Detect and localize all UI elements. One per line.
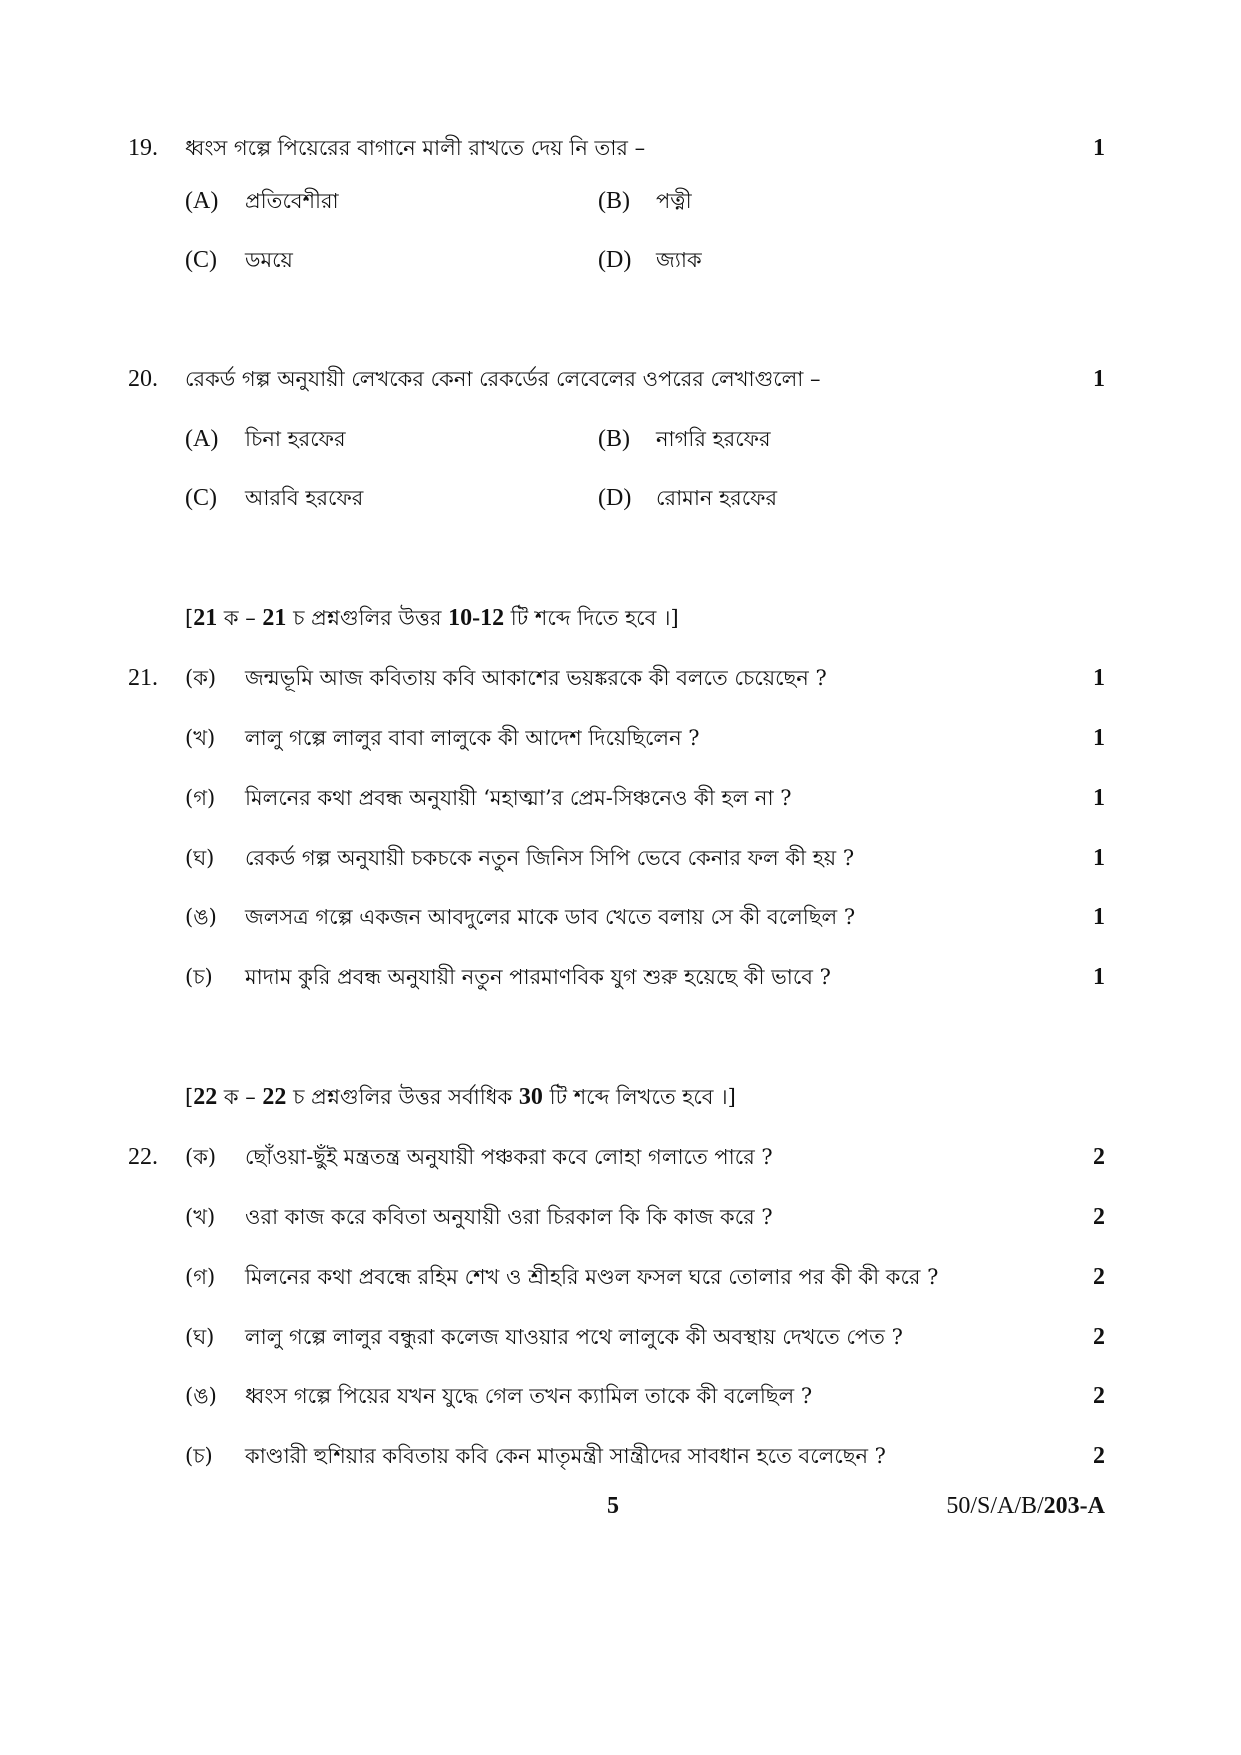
- option-label: (C): [185, 247, 217, 273]
- option-text: আরবি হরফের: [245, 486, 364, 510]
- question-number: 20.: [128, 366, 158, 392]
- marks: 1: [1093, 785, 1105, 811]
- sub-question-text: লালু গল্পে লালুর বাবা লালুকে কী আদেশ দিয়েছিলেন ?: [245, 726, 700, 750]
- marks: 2: [1093, 1204, 1105, 1230]
- option-label: (B): [598, 188, 630, 214]
- marks: 2: [1093, 1324, 1105, 1350]
- question-21-a: [0, 658, 1241, 698]
- sub-question-text: ছোঁওয়া-ছুঁই মন্ত্রতন্ত্র অনুযায়ী পঞ্চকরা কবে লোহা গলাতে পারে ?: [245, 1145, 773, 1169]
- sub-question-label: (চ): [185, 965, 213, 989]
- question-22-a: [0, 1137, 1241, 1177]
- sub-question-text: মিলনের কথা প্রবন্ধ অনুযায়ী ‘মহাত্মা’র প্রেম-সিঞ্চনেও কী হল না ?: [245, 786, 792, 810]
- sub-question-text: মিলনের কথা প্রবন্ধে রহিম শেখ ও শ্রীহরি মণ্ডল ফসল ঘরে তোলার পর কী কী করে ?: [245, 1265, 939, 1289]
- question-21-c: [0, 778, 1241, 818]
- question-text: ধ্বংস গল্পে পিয়েরের বাগানে মালী রাখতে দেয় নি তার –: [185, 136, 646, 160]
- question-22-c: [0, 1257, 1241, 1297]
- question-21-e: [0, 897, 1241, 937]
- question-text: রেকর্ড গল্প অনুযায়ী লেখকের কেনা রেকর্ডের লেবেলের ওপরের লেখাগুলো –: [185, 367, 821, 391]
- sub-question-text: লালু গল্পে লালুর বন্ধুরা কলেজ যাওয়ার পথে লালুকে কী অবস্থায় দেখতে পেত ?: [245, 1325, 903, 1349]
- marks: 2: [1093, 1443, 1105, 1469]
- page-number: 5: [607, 1493, 619, 1519]
- instruction-22: [22 ক – 22 চ প্রশ্নগুলির উত্তর সর্বাধিক 30 টি শব্দে লিখতে হবে ।]: [185, 1084, 736, 1110]
- sub-question-label: (ঙ): [185, 1384, 217, 1408]
- instruction-21: [21 ক – 21 চ প্রশ্নগুলির উত্তর 10-12 টি শব্দে দিতে হবে ।]: [185, 605, 679, 631]
- option-text: জ্যাক: [656, 248, 702, 272]
- options-row: [0, 240, 1241, 280]
- question-22-b: [0, 1197, 1241, 1237]
- option-text: রোমান হরফের: [656, 486, 778, 510]
- question-number: 21.: [128, 665, 158, 691]
- marks: 1: [1093, 135, 1105, 161]
- question-21-f: [0, 957, 1241, 997]
- question-20: [0, 359, 1241, 399]
- marks: 1: [1093, 845, 1105, 871]
- option-text: ডময়ে: [245, 248, 293, 272]
- marks: 1: [1093, 366, 1105, 392]
- sub-question-text: রেকর্ড গল্প অনুযায়ী চকচকে নতুন জিনিস সিপি ভেবে কেনার ফল কী হয় ?: [245, 846, 855, 870]
- sub-question-label: (ঘ): [185, 1325, 215, 1349]
- sub-question-text: জলসত্র গল্পে একজন আবদুলের মাকে ডাব খেতে বলায় সে কী বলেছিল ?: [245, 905, 856, 929]
- sub-question-text: ওরা কাজ করে কবিতা অনুযায়ী ওরা চিরকাল কি কি কাজ করে ?: [245, 1205, 773, 1229]
- option-text: প্রতিবেশীরা: [245, 189, 339, 213]
- sub-question-label: (চ): [185, 1444, 213, 1468]
- sub-question-label: (গ): [185, 786, 216, 810]
- option-label: (D): [598, 247, 632, 273]
- sub-question-text: মাদাম কুরি প্রবন্ধ অনুযায়ী নতুন পারমাণবিক যুগ শুরু হয়েছে কী ভাবে ?: [245, 965, 831, 989]
- paper-code: 50/S/A/B/203-A: [946, 1493, 1105, 1519]
- marks: 2: [1093, 1383, 1105, 1409]
- options-row: [0, 478, 1241, 518]
- option-text: পত্নী: [656, 189, 692, 213]
- sub-question-text: জন্মভূমি আজ কবিতায় কবি আকাশের ভয়ঙ্করকে কী বলতে চেয়েছেন ?: [245, 666, 827, 690]
- option-label: (D): [598, 485, 632, 511]
- question-22-d: [0, 1317, 1241, 1357]
- question-22-e: [0, 1376, 1241, 1416]
- marks: 2: [1093, 1144, 1105, 1170]
- question-22-f: [0, 1436, 1241, 1476]
- sub-question-label: (ক): [185, 1145, 217, 1169]
- sub-question-label: (খ): [185, 1205, 216, 1229]
- question-19: [0, 128, 1241, 168]
- sub-question-label: (ক): [185, 666, 217, 690]
- sub-question-label: (খ): [185, 726, 216, 750]
- option-label: (C): [185, 485, 217, 511]
- marks: 1: [1093, 725, 1105, 751]
- option-label: (A): [185, 426, 219, 452]
- options-row: [0, 181, 1241, 221]
- sub-question-label: (ঙ): [185, 905, 217, 929]
- option-label: (B): [598, 426, 630, 452]
- marks: 1: [1093, 964, 1105, 990]
- sub-question-label: (ঘ): [185, 846, 215, 870]
- question-number: 19.: [128, 135, 158, 161]
- marks: 1: [1093, 904, 1105, 930]
- marks: 2: [1093, 1264, 1105, 1290]
- options-row: [0, 419, 1241, 459]
- option-text: চিনা হরফের: [245, 427, 346, 451]
- option-label: (A): [185, 188, 219, 214]
- question-number: 22.: [128, 1144, 158, 1170]
- sub-question-label: (গ): [185, 1265, 216, 1289]
- sub-question-text: কাণ্ডারী হুশিয়ার কবিতায় কবি কেন মাতৃমন্ত্রী সান্ত্রীদের সাবধান হতে বলেছেন ?: [245, 1444, 886, 1468]
- question-21-b: [0, 718, 1241, 758]
- marks: 1: [1093, 665, 1105, 691]
- option-text: নাগরি হরফের: [656, 427, 771, 451]
- sub-question-text: ধ্বংস গল্পে পিয়ের যখন যুদ্ধে গেল তখন ক্যামিল তাকে কী বলেছিল ?: [245, 1384, 813, 1408]
- question-21-d: [0, 838, 1241, 878]
